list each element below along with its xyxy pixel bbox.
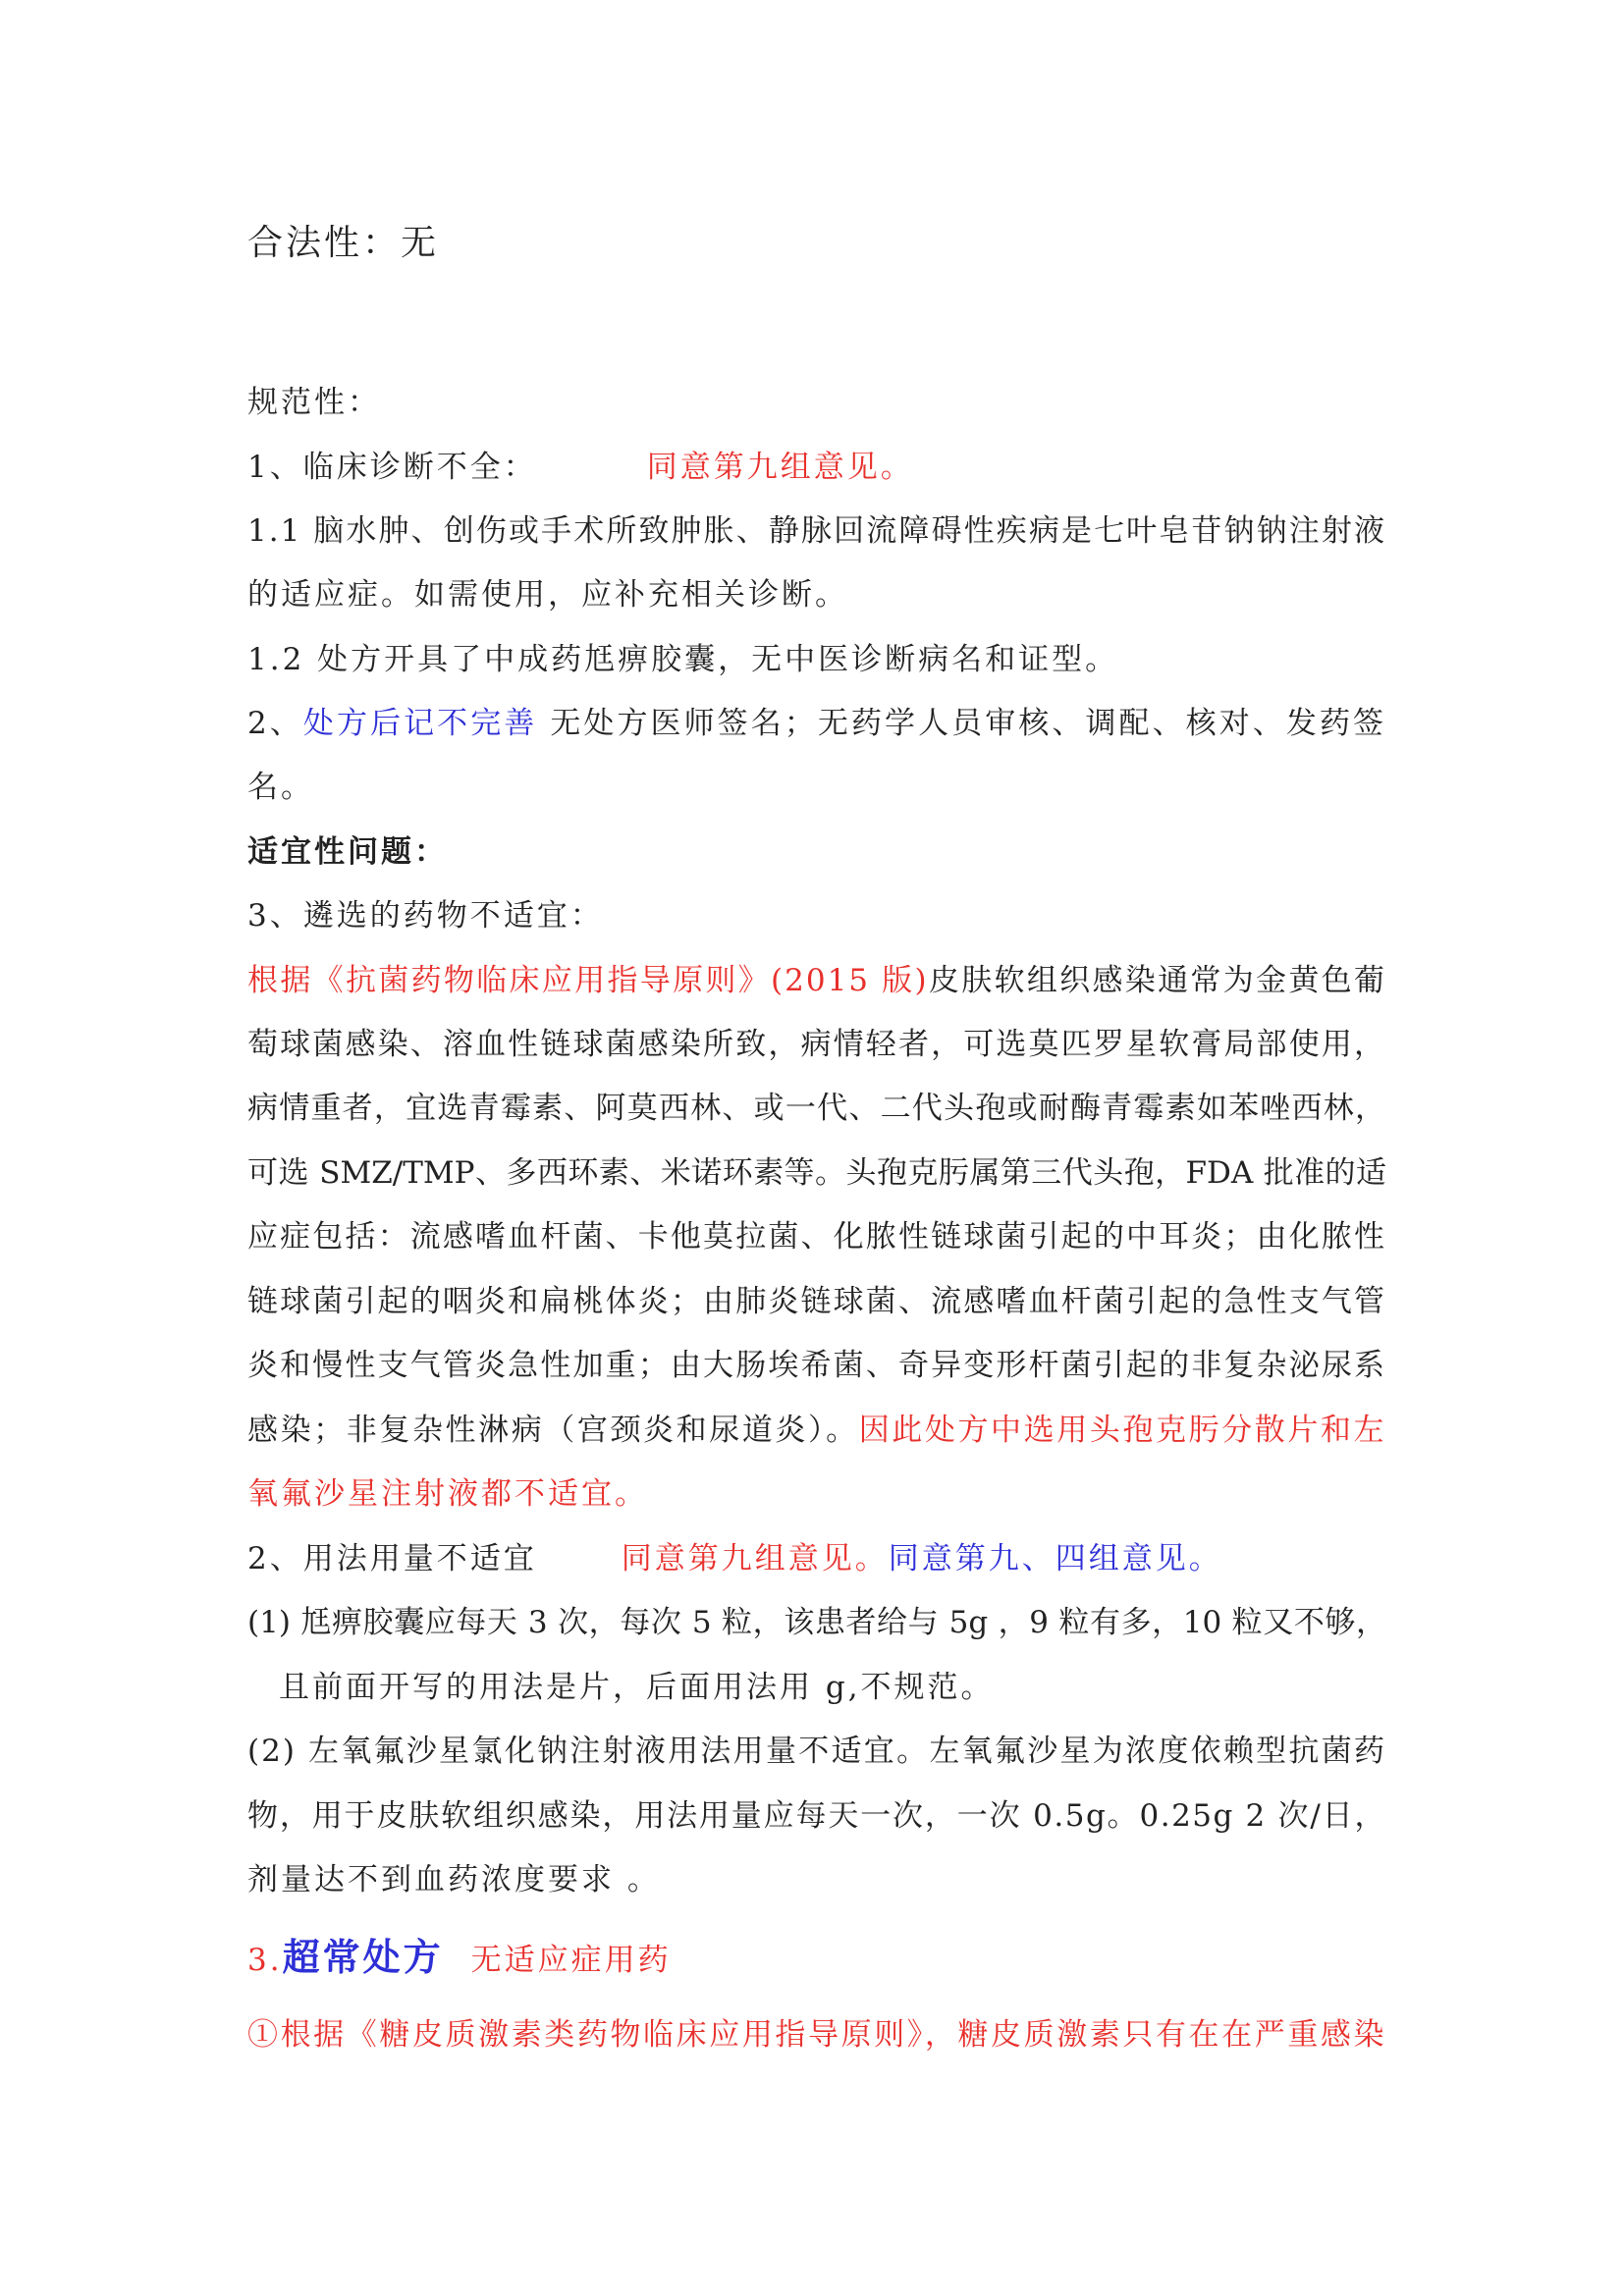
legality-label: 合法性：	[247, 223, 402, 263]
item1-1-line1: 1.1 脑水肿、创伤或手术所致肿胀、静脉回流障碍性疾病是七叶皂苷钠钠注射液	[247, 513, 1386, 549]
legality-line	[247, 220, 1386, 267]
sub2-line2: 物，用于皮肤软组织感染，用法用量应每天一次，一次 0.5g。0.25g 2 次/日，	[247, 1798, 1386, 1834]
para-line8-red: 因此处方中选用头孢克肟分散片和左	[858, 1413, 1387, 1448]
item1-1-line2: 的适应症。如需使用，应补充相关诊断。	[247, 577, 848, 613]
para-line7: 炎和慢性支气管炎急性加重；由大肠埃希菌、奇异变形杆菌引起的非复杂泌尿系	[247, 1348, 1386, 1383]
para-line1-black: 皮肤软组织感染通常为金黄色葡	[928, 963, 1386, 998]
item2-rest: 无处方医师签名；无药学人员审核、调配、核对、发药签	[550, 706, 1387, 741]
sub1-line1: (1) 尪痹胶囊应每天 3 次，每次 5 粒，该患者给与 5g ，9 粒有多，10 粒又不够，	[247, 1605, 1386, 1640]
item1-note: 同意第九组意见。	[646, 450, 914, 485]
para-line9: 氧氟沙星注射液都不适宜。	[247, 1476, 648, 1512]
item2-line2: 名。	[247, 770, 314, 805]
item2b-red: 同意第九组意见。	[621, 1541, 889, 1576]
item1-2-line: 1.2 处方开具了中成药尪痹胶囊，无中医诊断病名和证型。	[247, 642, 1119, 677]
item3b-sub: 无适应症用药	[470, 1943, 672, 1978]
item2b-blue: 同意第九、四组意见。	[888, 1541, 1222, 1576]
item2b-line	[247, 1539, 1386, 1578]
para-line6: 链球菌引起的咽炎和扁桃体炎；由肺炎链球菌、流感嗜血杆菌引起的急性支气管	[247, 1284, 1386, 1319]
item3b-num: 3.	[247, 1943, 283, 1978]
item1-text: 1、临床诊断不全：	[247, 450, 537, 485]
para-line8	[247, 1411, 1386, 1450]
item2-num: 2、	[247, 706, 303, 741]
para-line1	[247, 961, 1386, 1000]
item3b-line	[247, 1934, 1386, 1984]
para-line3: 病情重者，宜选青霉素、阿莫西林、或一代、二代头孢或耐酶青霉素如苯唑西林，	[247, 1091, 1386, 1126]
legality-value: 无	[401, 223, 440, 263]
suitability-heading: 适宜性问题：	[247, 834, 448, 870]
sub2-line1: (2) 左氧氟沙星氯化钠注射液用法用量不适宜。左氧氟沙星为浓度依赖型抗菌药	[247, 1734, 1386, 1769]
sub1-line2: 且前面开写的用法是片，后面用法用 g,不规范。	[279, 1670, 995, 1705]
para-line4: 可选 SMZ/TMP、多西环素、米诺环素等。头孢克肟属第三代头孢，FDA 批准的适	[247, 1155, 1386, 1191]
para-line5: 应症包括：流感嗜血杆菌、卡他莫拉菌、化脓性链球菌引起的中耳炎；由化脓性	[247, 1219, 1386, 1255]
item3-line: 3、遴选的药物不适宜：	[247, 898, 604, 934]
sub2-line3: 剂量达不到血药浓度要求 。	[247, 1862, 661, 1897]
para-line1-red: 根据《抗菌药物临床应用指导原则》(2015 版)	[247, 963, 929, 998]
para-line2: 萄球菌感染、溶血性链球菌感染所致，病情轻者，可选莫匹罗星软膏局部使用，	[247, 1027, 1386, 1062]
last-line: ①根据《糖皮质激素类药物临床应用指导原则》，糖皮质激素只有在在严重感染	[247, 2017, 1386, 2053]
item1-line	[247, 448, 1386, 487]
item2-line1	[247, 704, 1386, 743]
para-line8-black: 感染；非复杂性淋病（宫颈炎和尿道炎）。	[247, 1413, 859, 1448]
item2-blue: 处方后记不完善	[302, 706, 538, 741]
normativity-label: 规范性：	[247, 385, 381, 420]
item3b-title: 超常处方	[282, 1935, 444, 1979]
item2b-text: 2、用法用量不适宜	[247, 1541, 537, 1576]
